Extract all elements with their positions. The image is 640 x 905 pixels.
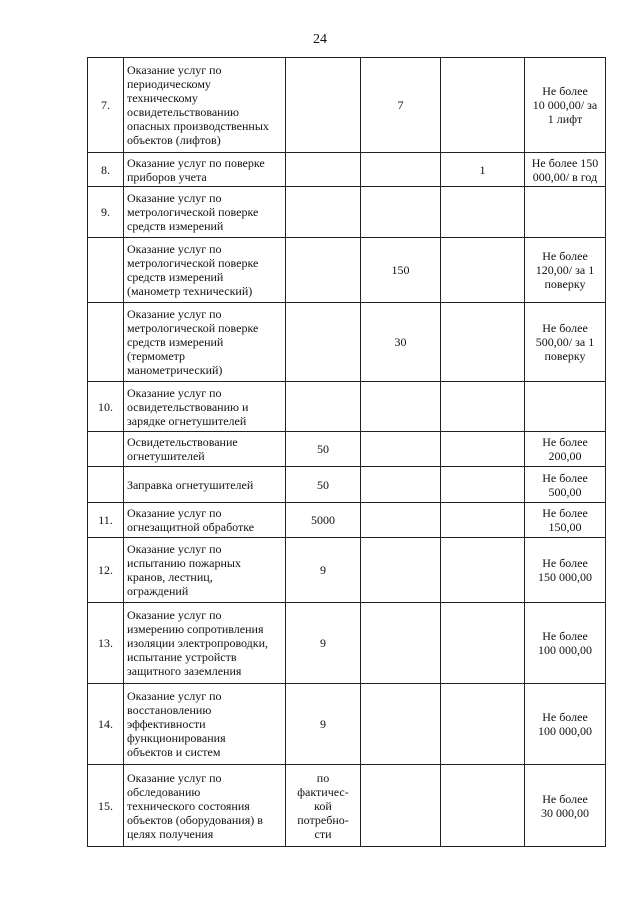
quantity-col-1 xyxy=(286,382,361,432)
row-number: 14. xyxy=(88,684,124,765)
quantity-col-1 xyxy=(286,187,361,238)
price-limit: Не более 100 000,00 xyxy=(525,603,606,684)
quantity-col-2 xyxy=(361,187,441,238)
quantity-col-3 xyxy=(441,238,525,303)
service-name: Оказание услуг по метрологической поверке средств измерений (манометр технический) xyxy=(124,238,286,303)
table-row xyxy=(88,503,606,538)
quantity-col-3 xyxy=(441,467,525,503)
quantity-col-1: по фактичес- кой потребно- сти xyxy=(286,765,361,847)
price-limit: Не более 500,00 xyxy=(525,467,606,503)
row-number: 13. xyxy=(88,603,124,684)
price-limit: Не более 10 000,00/ за 1 лифт xyxy=(525,58,606,153)
price-limit: Не более 150 000,00/ в год xyxy=(525,153,606,187)
quantity-col-2 xyxy=(361,765,441,847)
quantity-col-1 xyxy=(286,153,361,187)
service-name: Оказание услуг по испытанию пожарных кранов, лестниц, ограждений xyxy=(124,538,286,603)
service-name: Оказание услуг по обследованию технического состояния объектов (оборудования) в целях получения xyxy=(124,765,286,847)
service-name: Оказание услуг по метрологической поверке средств измерений (термометр манометрический) xyxy=(124,303,286,382)
page-number: 24 xyxy=(313,32,327,47)
quantity-col-2 xyxy=(361,538,441,603)
quantity-col-1: 50 xyxy=(286,432,361,467)
table-row xyxy=(88,684,606,765)
service-name: Оказание услуг по поверке приборов учета xyxy=(124,153,286,187)
quantity-col-2 xyxy=(361,153,441,187)
service-name: Оказание услуг по метрологической поверке средств измерений xyxy=(124,187,286,238)
price-limit: Не более 500,00/ за 1 поверку xyxy=(525,303,606,382)
table-row xyxy=(88,187,606,238)
price-limit xyxy=(525,382,606,432)
row-number: 15. xyxy=(88,765,124,847)
quantity-col-3 xyxy=(441,603,525,684)
table-row xyxy=(88,467,606,503)
service-name: Освидетельствование огнетушителей xyxy=(124,432,286,467)
quantity-col-2: 30 xyxy=(361,303,441,382)
table-row xyxy=(88,153,606,187)
quantity-col-3 xyxy=(441,503,525,538)
table-row xyxy=(88,765,606,847)
quantity-col-1 xyxy=(286,238,361,303)
row-number: 7. xyxy=(88,58,124,153)
quantity-col-3: 1 xyxy=(441,153,525,187)
row-number xyxy=(88,303,124,382)
quantity-col-1: 9 xyxy=(286,603,361,684)
quantity-col-1 xyxy=(286,303,361,382)
quantity-col-3 xyxy=(441,538,525,603)
row-number xyxy=(88,467,124,503)
quantity-col-2 xyxy=(361,432,441,467)
table-row xyxy=(88,303,606,382)
table-row xyxy=(88,238,606,303)
quantity-col-3 xyxy=(441,382,525,432)
quantity-col-2 xyxy=(361,503,441,538)
quantity-col-2: 7 xyxy=(361,58,441,153)
price-limit: Не более 100 000,00 xyxy=(525,684,606,765)
price-limit: Не более 120,00/ за 1 поверку xyxy=(525,238,606,303)
service-name: Оказание услуг по огнезащитной обработке xyxy=(124,503,286,538)
row-number: 10. xyxy=(88,382,124,432)
service-name: Заправка огнетушителей xyxy=(124,467,286,503)
row-number: 11. xyxy=(88,503,124,538)
quantity-col-1 xyxy=(286,58,361,153)
row-number xyxy=(88,238,124,303)
table-row xyxy=(88,58,606,153)
quantity-col-1: 9 xyxy=(286,684,361,765)
row-number xyxy=(88,432,124,467)
row-number: 8. xyxy=(88,153,124,187)
quantity-col-3 xyxy=(441,303,525,382)
quantity-col-2 xyxy=(361,382,441,432)
quantity-col-3 xyxy=(441,187,525,238)
quantity-col-3 xyxy=(441,765,525,847)
quantity-col-3 xyxy=(441,432,525,467)
price-limit: Не более 150 000,00 xyxy=(525,538,606,603)
row-number: 12. xyxy=(88,538,124,603)
quantity-col-1: 9 xyxy=(286,538,361,603)
service-name: Оказание услуг по освидетельствованию и зарядке огнетушителей xyxy=(124,382,286,432)
price-limit: Не более 200,00 xyxy=(525,432,606,467)
services-table xyxy=(87,57,606,847)
service-name: Оказание услуг по измерению сопротивления изоляции электропроводки, испытание устройств защитного заземления xyxy=(124,603,286,684)
table-row xyxy=(88,432,606,467)
table-row xyxy=(88,603,606,684)
quantity-col-1: 5000 xyxy=(286,503,361,538)
service-name: Оказание услуг по восстановлению эффективности функционирования объектов и систем xyxy=(124,684,286,765)
quantity-col-3 xyxy=(441,684,525,765)
row-number: 9. xyxy=(88,187,124,238)
quantity-col-2: 150 xyxy=(361,238,441,303)
service-name: Оказание услуг по периодическому техническому освидетельствованию опасных производственных объектов (лифтов) xyxy=(124,58,286,153)
table-row xyxy=(88,382,606,432)
quantity-col-1: 50 xyxy=(286,467,361,503)
price-limit: Не более 150,00 xyxy=(525,503,606,538)
quantity-col-2 xyxy=(361,684,441,765)
quantity-col-3 xyxy=(441,58,525,153)
price-limit xyxy=(525,187,606,238)
quantity-col-2 xyxy=(361,467,441,503)
price-limit: Не более 30 000,00 xyxy=(525,765,606,847)
table-row xyxy=(88,538,606,603)
quantity-col-2 xyxy=(361,603,441,684)
